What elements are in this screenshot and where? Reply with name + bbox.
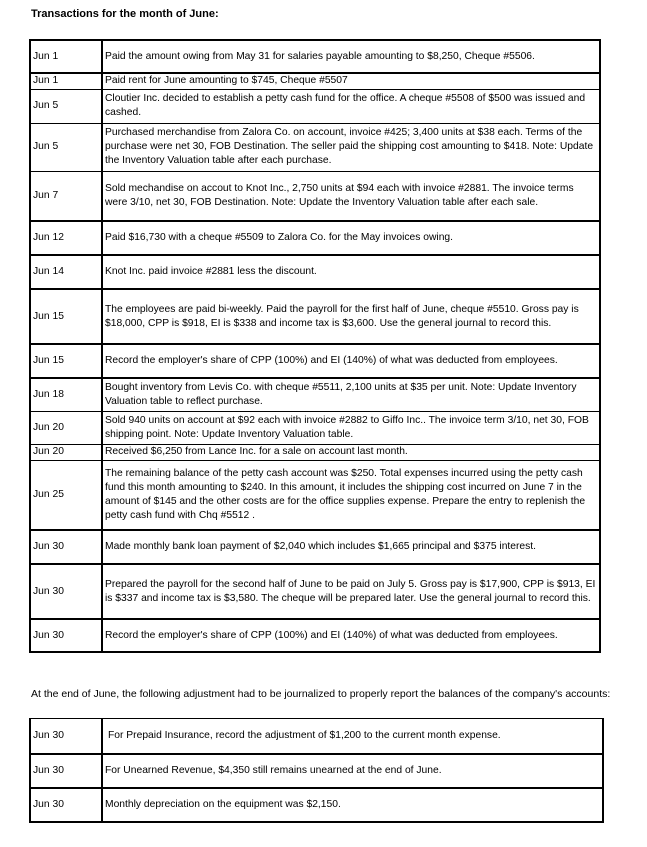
adjustment-intro: At the end of June, the following adjustment had to be journalized to properly report the balances of the company's accounts: <box>31 688 611 700</box>
adjustment-description: For Prepaid Insurance, record the adjustment of $1,200 to the current month expense. <box>102 719 603 754</box>
transaction-description: Bought inventory from Levis Co. with cheque #5511, 2,100 units at $35 per unit. Note: Update Inventory Valuation table to reflect purchase. <box>102 378 600 411</box>
table-row <box>30 255 600 289</box>
table-row <box>30 89 600 123</box>
table-row <box>30 619 600 652</box>
adjustment-description: For Unearned Revenue, $4,350 still remains unearned at the end of June. <box>102 754 603 788</box>
adjustment-date: Jun 30 <box>30 719 102 754</box>
transaction-date: Jun 15 <box>30 344 102 378</box>
transaction-description: Record the employer's share of CPP (100%) and EI (140%) of what was deducted from employees. <box>102 619 600 652</box>
transaction-description: Paid $16,730 with a cheque #5509 to Zalora Co. for the May invoices owing. <box>102 221 600 255</box>
transaction-description: Record the employer's share of CPP (100%) and EI (140%) of what was deducted from employees. <box>102 344 600 378</box>
transaction-date: Jun 15 <box>30 289 102 344</box>
table-row <box>30 378 600 411</box>
table-row <box>30 530 600 564</box>
transaction-date: Jun 20 <box>30 444 102 460</box>
table-row <box>30 123 600 171</box>
transaction-description: The employees are paid bi-weekly. Paid the payroll for the first half of June, cheque #5510. Gross pay is $18,000, CPP is $918, EI is $338 and income tax is $3,600. Use the general journal to record this. <box>102 289 600 344</box>
transactions-table <box>29 39 601 653</box>
transaction-date: Jun 18 <box>30 378 102 411</box>
transaction-description: Purchased merchandise from Zalora Co. on account, invoice #425; 3,400 units at $38 each. Terms of the purchase were net 30, FOB Destination. The seller paid the shipping cost amounting to $418. Note: Update the Inventory Valuation table after each purchase. <box>102 123 600 171</box>
transaction-description: Received $6,250 from Lance Inc. for a sale on account last month. <box>102 444 600 460</box>
transaction-date: Jun 5 <box>30 89 102 123</box>
table-row <box>30 171 600 221</box>
transaction-date: Jun 5 <box>30 123 102 171</box>
transaction-date: Jun 25 <box>30 460 102 530</box>
table-row <box>30 564 600 619</box>
table-row <box>30 788 603 822</box>
table-row <box>30 444 600 460</box>
table-row <box>30 40 600 73</box>
transaction-description: Made monthly bank loan payment of $2,040 which includes $1,665 principal and $375 interest. <box>102 530 600 564</box>
transaction-date: Jun 12 <box>30 221 102 255</box>
table-row <box>30 754 603 788</box>
table-row <box>30 719 603 754</box>
page-title: Transactions for the month of June: <box>31 8 219 20</box>
table-row <box>30 73 600 89</box>
table-row <box>30 460 600 530</box>
adjustment-date: Jun 30 <box>30 754 102 788</box>
transaction-date: Jun 30 <box>30 619 102 652</box>
transaction-date: Jun 30 <box>30 530 102 564</box>
transaction-description: Sold 940 units on account at $92 each with invoice #2882 to Giffo Inc.. The invoice term 3/10, net 30, FOB shipping point. Note: Update Inventory Valuation table. <box>102 411 600 444</box>
adjustment-date: Jun 30 <box>30 788 102 822</box>
transaction-description: The remaining balance of the petty cash account was $250. Total expenses incurred using the petty cash fund this month amounting to $240. In this amount, it includes the shipping cost incurred on June 7 in the amount of $145 and the other costs are for the office supplies expense. Prepare the entry to replenish the petty cash fund with Chq #5512 . <box>102 460 600 530</box>
transaction-date: Jun 7 <box>30 171 102 221</box>
table-row <box>30 221 600 255</box>
table-row <box>30 344 600 378</box>
transaction-description: Knot Inc. paid invoice #2881 less the discount. <box>102 255 600 289</box>
transaction-description: Cloutier Inc. decided to establish a petty cash fund for the office. A cheque #5508 of $500 was issued and cashed. <box>102 89 600 123</box>
transaction-date: Jun 14 <box>30 255 102 289</box>
transaction-description: Prepared the payroll for the second half of June to be paid on July 5. Gross pay is $17,900, CPP is $913, EI is $337 and income tax is $3,580. The cheque will be prepared later. Use the general journal to record this. <box>102 564 600 619</box>
table-row <box>30 289 600 344</box>
transaction-date: Jun 20 <box>30 411 102 444</box>
transaction-date: Jun 1 <box>30 73 102 89</box>
table-row <box>30 411 600 444</box>
transaction-date: Jun 1 <box>30 40 102 73</box>
adjustment-description: Monthly depreciation on the equipment was $2,150. <box>102 788 603 822</box>
transaction-description: Paid rent for June amounting to $745, Cheque #5507 <box>102 73 600 89</box>
adjustments-table <box>29 718 604 823</box>
transaction-description: Sold mechandise on accout to Knot Inc., 2,750 units at $94 each with invoice #2881. The invoice terms were 3/10, net 30, FOB Destination. Note: Update the Inventory Valuation table after each sale. <box>102 171 600 221</box>
transaction-description: Paid the amount owing from May 31 for salaries payable amounting to $8,250, Cheque #5506. <box>102 40 600 73</box>
transaction-date: Jun 30 <box>30 564 102 619</box>
